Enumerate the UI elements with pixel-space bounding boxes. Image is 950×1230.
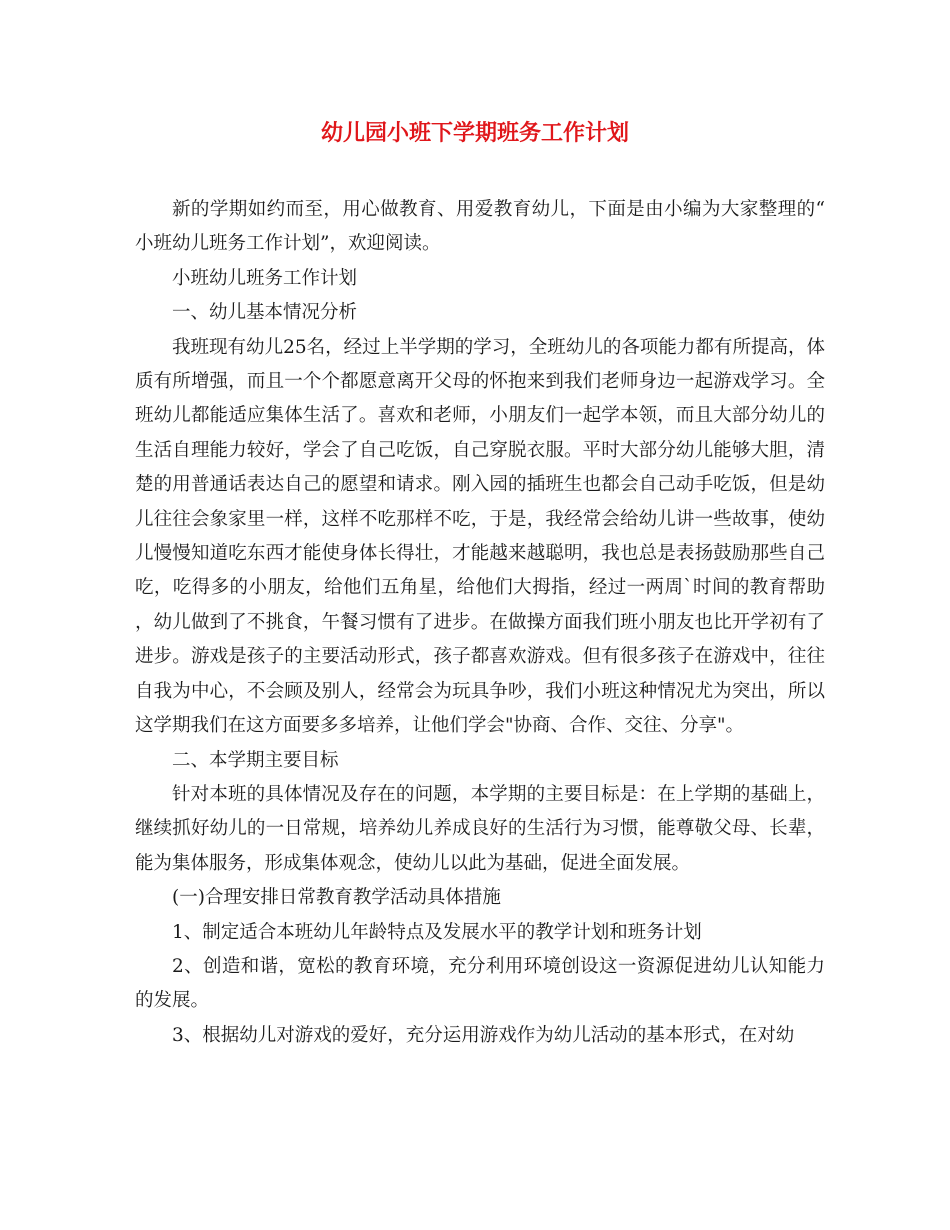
paragraph-subtitle: 小班幼儿班务工作计划 (172, 267, 358, 289)
paragraph-intro: 新的学期如约而至，用心做教育、用爱教育幼儿，下面是由小编为大家整理的“小班幼儿班务工作计划”，欢迎阅读。 (135, 199, 825, 255)
document-title: 幼儿园小班下学期班务工作计划 (320, 121, 629, 146)
subsection-heading-1: (一)合理安排日常教育教学活动具体措施 (172, 887, 501, 909)
section-heading-2: 二、本学期主要目标 (172, 749, 339, 771)
section-heading-1: 一、幼儿基本情况分析 (172, 302, 358, 324)
paragraph-situation-analysis: 我班现有幼儿25名，经过上半学期的学习，全班幼儿的各项能力都有所提高，体质有所增强，而且一个个都愿意离开父母的怀抱来到我们老师身边一起游戏学习。全班幼儿都能适应集体生活了。喜欢和老师，小朋友们一起学本领，而且大部分幼儿的生活自理能力较好，学会了自己吃饭，自己穿脱衣服。平时大部分幼儿能够大胆，清楚的用普通话表达自己的愿望和请求。刚入园的插班生也都会自己动手吃饭，但是幼儿往往会象家里一样，这样不吃那样不吃，于是，我经常会给幼儿讲一些故事，使幼儿慢慢知道吃东西才能使身体长得壮，才能越来越聪明，我也总是表扬鼓励那些自己吃，吃得多的小朋友，给他们五角星，给他们大拇指，经过一两周`时间的教育帮助，幼儿做到了不挑食，午餐习惯有了进步。在做操方面我们班小朋友也比开学初有了进步。游戏是孩子的主要活动形式，孩子都喜欢游戏。但有很多孩子在游戏中，往往自我为中心，不会顾及别人，经常会为玩具争吵，我们小班这种情况尤为突出，所以这学期我们在这方面要多多培养，让他们学会"协商、合作、交往、分享"。 (135, 336, 825, 737)
list-item-3: 3、根据幼儿对游戏的爱好，充分运用游戏作为幼儿活动的基本形式，在对幼 (172, 1024, 795, 1046)
list-item-1: 1、制定适合本班幼儿年龄特点及发展水平的教学计划和班务计划 (172, 921, 702, 943)
list-item-2: 2、创造和谐，宽松的教育环境，充分利用环境创设这一资源促进幼儿认知能力的发展。 (135, 955, 825, 1012)
document-body (135, 193, 825, 1053)
paragraph-main-goals: 针对本班的具体情况及存在的问题，本学期的主要目标是：在上学期的基础上，继续抓好幼儿的一日常规，培养幼儿养成良好的生活行为习惯，能尊敬父母、长辈，能为集体服务，形成集体观念，使幼儿以此为基础，促进全面发展。 (135, 783, 825, 874)
